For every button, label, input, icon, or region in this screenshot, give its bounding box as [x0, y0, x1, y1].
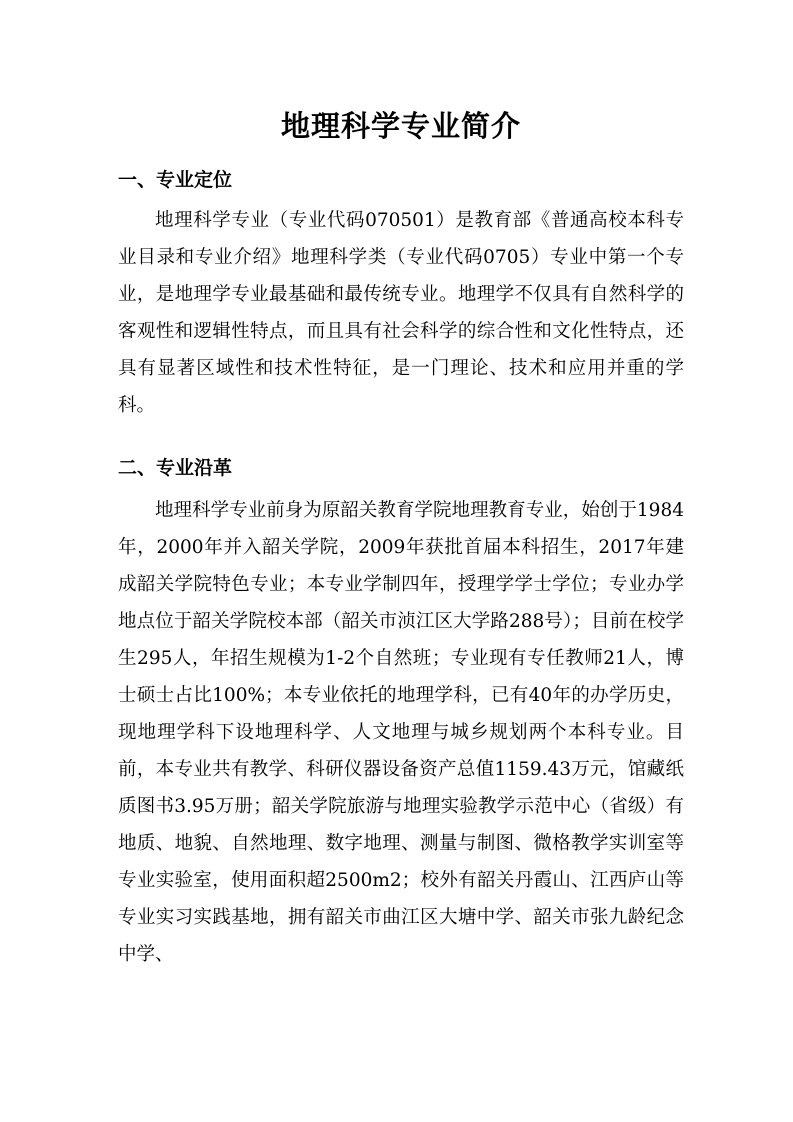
section-paragraph-history: 地理科学专业前身为原韶关教育学院地理教育专业，始创于1984年，2000年并入韶关学院，2009年获批首届本科招生，2017年建成韶关学院特色专业；本专业学制四年，授理学学士学位；专业办学地点位于韶关学院校本部（韶关市浈江区大学路288号）；目前在校学生295人，年招生规模为1-2个自然班；专业现有专任教师21人，博士硕士占比100%；本专业依托的地理学科，已有40年的办学历史，现地理学科下设地理科学、人文地理与城乡规划两个本科专业。目前，本专业共有教学、科研仪器设备资产总值1159.43万元，馆藏纸质图书3.95万册；韶关学院旅游与地理实验教学示范中心（省级）有地质、地貌、自然地理、数字地理、测量与制图、微格教学实训室等专业实验室，使用面积超2500m2；校外有韶关丹霞山、江西庐山等专业实习实践基地，拥有韶关市曲江区大塘中学、韶关市张九龄纪念中学、	[118, 500, 684, 965]
section-heading-positioning: 一、专业定位	[118, 169, 233, 191]
section-paragraph-positioning: 地理科学专业（专业代码070501）是教育部《普通高校本科专业目录和专业介绍》地理科学类（专业代码0705）专业中第一个专业，是地理学专业最基础和最传统专业。地理学不仅具有自然科学的客观性和逻辑性特点，而且具有社会科学的综合性和文化性特点，还具有显著区域性和技术性特征，是一门理论、技术和应用并重的学科。	[118, 210, 684, 416]
section-heading-history: 二、专业沿革	[118, 457, 233, 479]
document-title: 地理科学专业简介	[280, 109, 521, 143]
